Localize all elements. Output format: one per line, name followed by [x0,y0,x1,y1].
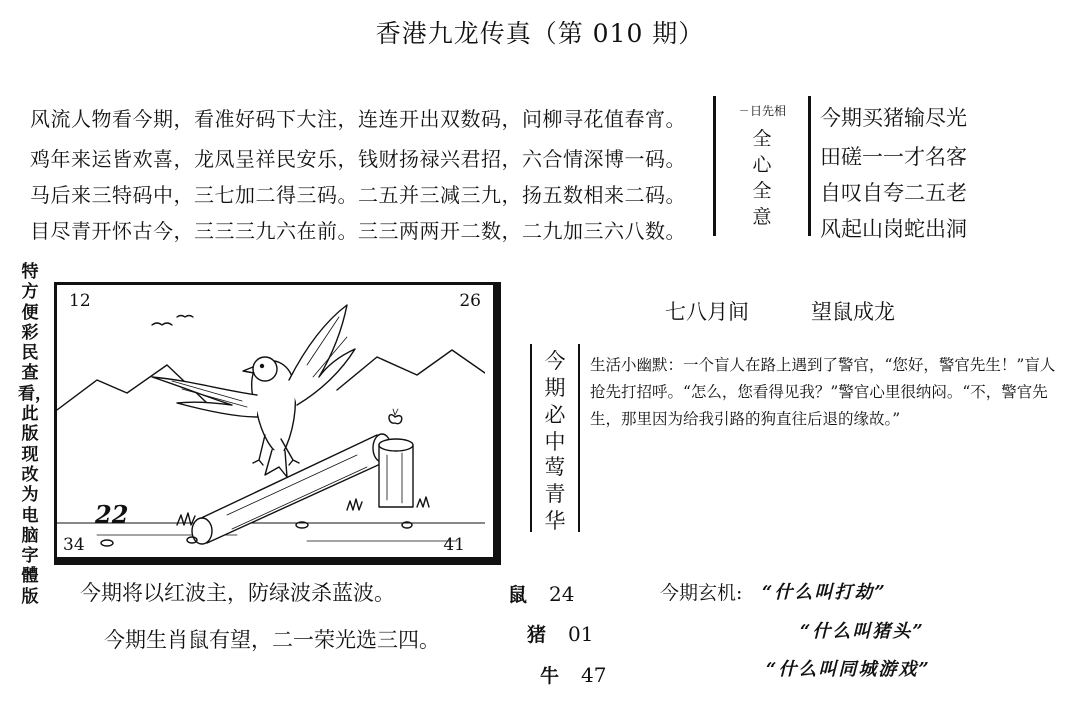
zodiac-number: 01 [568,622,594,646]
poem-line-4: 目尽青开怀古今，三三三九六在前。三三两两开二数，二九加三六八数。 [30,219,686,243]
month-heading [665,296,895,326]
vertical-prediction-char: 必 [544,403,566,427]
side-notice-column: 特方便彩民查看，此版现改为电脑字體版 [18,262,52,607]
zodiac-row [540,661,606,688]
right-line-3: 自叹自夸二五老 [820,181,967,205]
corner-number-top-right: 26 [459,291,481,311]
corner-number-top-left: 12 [69,291,91,311]
vertical-prediction-char: 华 [544,509,566,533]
bottom-line-1: 今期将以红波主，防绿波杀蓝波。 [80,581,395,605]
vertical-box-char: 心 [752,154,772,176]
riddle-item-2: “什么叫猪头” [800,621,925,642]
vertical-prediction-top [532,348,578,456]
vertical-prediction-box [530,344,580,532]
scribble-number: 22 [95,500,129,529]
poem-line-1: 风流人物看今期，看准好码下大注，连连开出双数码，问柳寻花值春宵。 [30,107,686,131]
page-title: 香港九龙传真（第 010 期） [375,19,705,48]
vertical-box-char: 意 [752,206,772,228]
vertical-box-char: 全 [752,180,772,202]
vertical-motto-box [713,96,811,236]
bottom-line-2: 今期生肖鼠有望，二一荣光选三四。 [104,628,440,652]
vertical-prediction-char: 青 [544,482,566,506]
vertical-box-top-text: ㄧ日先相 [737,104,786,118]
riddle-item-3: “什么叫同城游戏” [766,659,931,680]
corner-number-bottom-left: 34 [63,535,85,555]
riddle-label: 今期玄机: [660,582,743,604]
zodiac-number: 47 [581,663,607,687]
right-line-2: 田磋一一才名客 [820,145,967,169]
right-line-1: 今期买猪输尽光 [820,106,967,130]
zodiac-row [508,580,574,607]
vertical-prediction-char: 莺 [544,455,566,479]
vertical-prediction-char: 期 [544,376,566,400]
poem-line-3: 马后来三特码中，三七加二得三码。二五并三减三九，扬五数相来二码。 [30,183,686,207]
illustration-frame [54,282,501,565]
vertical-box-char: 全 [752,128,772,150]
zodiac-animal: 牛 [540,665,560,687]
vertical-box-chars [716,126,808,230]
vertical-prediction-bottom [532,454,578,535]
month-heading-motto: 望鼠成龙 [811,300,895,324]
zodiac-number: 24 [549,582,575,606]
riddle-item-1: “什么叫打劫” [762,582,887,603]
corner-number-bottom-right: 41 [443,535,465,555]
zodiac-row [527,620,593,647]
zodiac-animal: 鼠 [508,584,528,606]
zodiac-animal: 猪 [527,624,547,646]
vertical-prediction-char: 今 [544,349,566,373]
vertical-prediction-char: 中 [544,430,566,454]
month-heading-period: 七八月间 [665,300,749,324]
bird-on-log-illustration [57,285,485,549]
humor-paragraph: 生活小幽默：一个盲人在路上遇到了警官，“您好，警官先生！”盲人抢先打招呼。“怎么，您看得见我？”警官心里很纳闷。“不，警官先生，那里因为给我引路的狗直往后退的缘故。” [590,356,1056,428]
poem-line-2: 鸡年来运皆欢喜，龙凤呈祥民安乐，钱财扬禄兴君招，六合情深博一码。 [30,147,686,171]
right-line-4: 风起山岗蛇出洞 [820,217,967,241]
